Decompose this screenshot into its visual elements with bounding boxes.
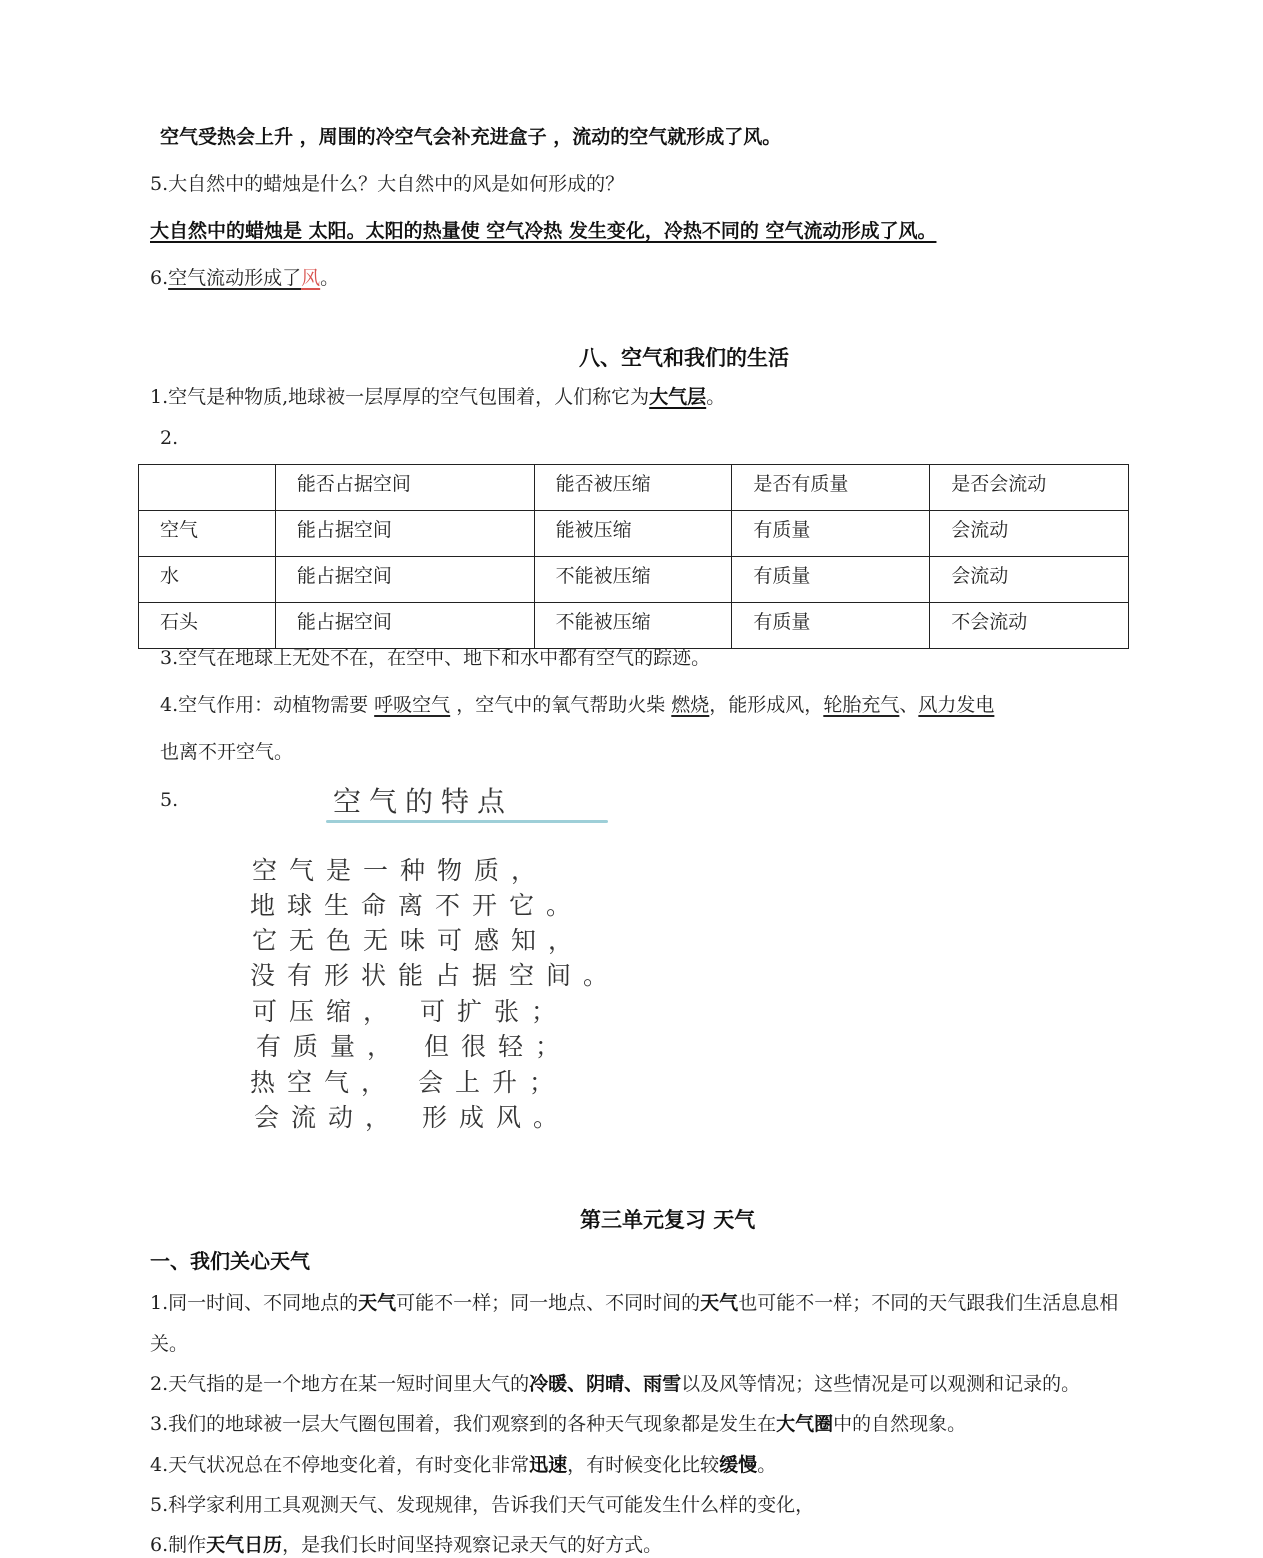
item4-b2: 缓慢 [719, 1454, 758, 1476]
item6-b: 天气日历 [206, 1534, 283, 1556]
item3-b: 大气圈 [776, 1413, 834, 1435]
table-header-cell: 是否会流动 [930, 465, 1129, 511]
item6-c: ，是我们长时间坚持观察记录天气的好方式。 [282, 1534, 663, 1556]
table-cell: 空气 [139, 511, 276, 557]
table-row [139, 603, 1129, 649]
table-cell: 有质量 [732, 511, 930, 557]
item1-c: 可能不一样；同一地点、不同时间的 [396, 1292, 701, 1314]
item4-p2: ，空气中的氧气帮助火柴 [450, 694, 672, 716]
table-row [139, 557, 1129, 603]
q6-highlight: 风 [301, 267, 321, 289]
table-cell: 会流动 [930, 511, 1129, 557]
item4-p1: 4.空气作用：动植物需要 [160, 694, 375, 716]
item4-c: ，有时候变化比较 [567, 1454, 720, 1476]
item4-d: 。 [757, 1454, 777, 1476]
unit3-item3 [150, 1411, 966, 1437]
item4-u2: 燃烧 [671, 694, 710, 716]
question-5: 5.大自然中的蜡烛是什么？大自然中的风是如何形成的？ [150, 173, 625, 195]
comparison-table [138, 464, 1129, 649]
poem-line: 没有形状能占据空间。 [250, 961, 621, 990]
section8-item5-num: 5. [160, 789, 179, 811]
poem-title-underline [326, 820, 608, 823]
section8-item4 [160, 692, 994, 718]
table-cell: 能占据空间 [275, 557, 534, 603]
item3-a: 3.我们的地球被一层大气圈包围着，我们观察到的各种天气现象都是发生在 [150, 1413, 777, 1435]
table-cell: 不会流动 [930, 603, 1129, 649]
section8-item2-num: 2. [160, 427, 179, 449]
item1-end: 。 [706, 386, 726, 408]
table-header-row [139, 465, 1129, 511]
intro-line: 空气受热会上升 ，周围的冷空气会补充进盒子 ，流动的空气就形成了风。 [160, 126, 782, 148]
unit3-item6 [150, 1532, 662, 1558]
table-cell: 能占据空间 [275, 603, 534, 649]
poem-line: 地球生命离不开它。 [250, 891, 584, 920]
poem-line: 它无色无味可感知， [252, 926, 586, 955]
item1-b2: 天气 [700, 1292, 739, 1314]
item6-a: 6.制作 [150, 1534, 207, 1556]
unit3-item4 [150, 1452, 776, 1478]
table-cell: 不能被压缩 [534, 603, 732, 649]
item4-p4: 、 [899, 694, 919, 716]
table-cell: 水 [139, 557, 276, 603]
unit3-title: 第三单元复习 天气 [580, 1208, 756, 1232]
item2-b: 冷暖、阴晴、雨雪 [529, 1373, 682, 1395]
item1-answer: 大气层 [649, 386, 707, 408]
table-header-cell [139, 465, 276, 511]
table-header-cell: 能否占据空间 [275, 465, 534, 511]
poem-line: 空气是一种物质， [252, 856, 549, 885]
item4-u1: 呼吸空气 [374, 694, 451, 716]
question-6 [150, 265, 339, 291]
table-header-cell: 是否有质量 [732, 465, 930, 511]
table-cell: 会流动 [930, 557, 1129, 603]
item2-a: 2.天气指的是一个地方在某一短时间里大气的 [150, 1373, 530, 1395]
item1-b1: 天气 [358, 1292, 397, 1314]
poem-line: 会流动， 形成风。 [254, 1103, 570, 1132]
unit3-item5: 5.科学家利用工具观测天气、发现规律，告诉我们天气可能发生什么样的变化， [150, 1494, 815, 1516]
item3-c: 中的自然现象。 [833, 1413, 967, 1435]
item4-b1: 迅速 [529, 1454, 568, 1476]
answer-5: 大自然中的蜡烛是 太阳。太阳的热量使 空气冷热 发生变化，冷热不同的 空气流动形成了风。 [150, 220, 937, 242]
poem-line: 有质量， 但很轻； [256, 1032, 572, 1061]
section8-title: 八、空气和我们的生活 [579, 346, 789, 370]
table-cell: 石头 [139, 603, 276, 649]
table-cell: 不能被压缩 [534, 557, 732, 603]
item1-text: 1.空气是种物质,地球被一层厚厚的空气包围着，人们称它为 [150, 386, 650, 408]
item4-u3: 轮胎充气 [823, 694, 900, 716]
poem-line: 可压缩， 可扩张； [252, 997, 568, 1026]
q6-num: 6. [150, 267, 169, 289]
unit3-section1: 一、我们关心天气 [150, 1249, 310, 1273]
item4-a: 4.天气状况总在不停地变化着，有时变化非常 [150, 1454, 530, 1476]
unit3-item1 [150, 1290, 1118, 1316]
section8-item3: 3.空气在地球上无处不在，在空中、地下和水中都有空气的踪迹。 [160, 647, 711, 669]
table-header-cell: 能否被压缩 [534, 465, 732, 511]
table-cell: 有质量 [732, 603, 930, 649]
table-cell: 能占据空间 [275, 511, 534, 557]
item1-a: 1.同一时间、不同地点的 [150, 1292, 359, 1314]
q6-underlined: 空气流动形成了 [168, 267, 302, 289]
section8-item1 [150, 384, 725, 410]
unit3-item1-cont: 关。 [150, 1333, 189, 1355]
table-cell: 能被压缩 [534, 511, 732, 557]
item4-p3: ，能形成风， [709, 694, 824, 716]
q6-end: 。 [320, 267, 340, 289]
table-cell: 有质量 [732, 557, 930, 603]
table-row [139, 511, 1129, 557]
item1-d: 也可能不一样；不同的天气跟我们生活息息相 [738, 1292, 1119, 1314]
poem-line: 热空气， 会上升； [250, 1068, 566, 1097]
unit3-item2 [150, 1371, 1080, 1397]
item2-c: 以及风等情况；这些情况是可以观测和记录的。 [681, 1373, 1081, 1395]
section8-item4-cont: 也离不开空气。 [160, 741, 294, 763]
item4-u4: 风力发电 [918, 694, 995, 716]
poem-title: 空气的特点 [333, 785, 514, 818]
